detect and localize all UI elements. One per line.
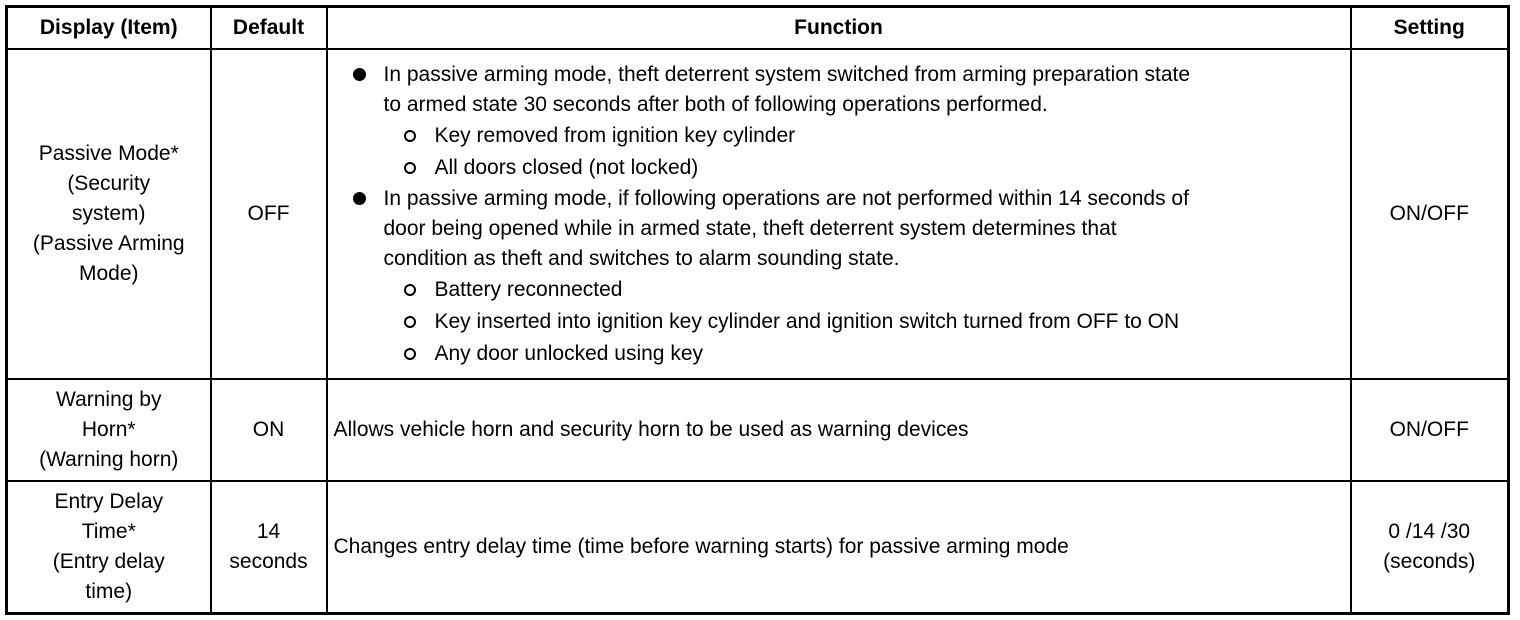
cell-function xyxy=(327,481,1351,613)
function-text: Allows vehicle horn and security horn to be used as warning devices xyxy=(333,418,969,441)
header-setting: Setting xyxy=(1351,7,1509,50)
setting-value: 0 /14 /30 xyxy=(1388,519,1471,543)
sub-item xyxy=(334,120,1344,152)
cell-display xyxy=(7,49,211,379)
bullet-dot-icon xyxy=(353,68,366,81)
header-function: Function xyxy=(327,7,1351,50)
bullet-line: condition as theft and switches to alarm sounding state. xyxy=(383,247,900,270)
cell-function xyxy=(327,379,1351,481)
function-text: Changes entry delay time (time before warning starts) for passive arming mode xyxy=(333,534,1069,558)
table-row-passive-mode xyxy=(7,49,1509,379)
display-line: Mode) xyxy=(78,262,139,285)
bullet-line: door being opened while in armed state, theft deterrent system determines that xyxy=(383,217,1117,240)
display-line: (Security xyxy=(67,172,151,195)
sub-item xyxy=(334,338,1344,370)
display-line: (Entry delay xyxy=(52,549,165,573)
bullet-item xyxy=(334,60,1344,120)
display-line: Warning by xyxy=(56,388,162,411)
hollow-circle-icon xyxy=(404,284,416,296)
header-row xyxy=(7,7,1509,50)
sub-item xyxy=(334,152,1344,184)
cell-setting xyxy=(1351,481,1509,613)
cell-default xyxy=(211,379,327,481)
display-line: (Passive Arming xyxy=(32,232,185,255)
cell-default xyxy=(211,481,327,613)
display-line: time) xyxy=(85,579,133,603)
hollow-circle-icon xyxy=(404,162,416,174)
cell-function xyxy=(327,49,1351,379)
table-row-warning-horn xyxy=(7,379,1509,481)
cell-default xyxy=(211,49,327,379)
bullet-line: to armed state 30 seconds after both of following operations performed. xyxy=(383,93,1048,116)
function-list xyxy=(334,54,1344,374)
setting-value: (seconds) xyxy=(1383,549,1476,573)
spec-table-container xyxy=(5,5,1507,615)
sub-item-text: Any door unlocked using key xyxy=(434,342,703,365)
display-line: (Warning horn) xyxy=(39,448,179,471)
default-value: 14 xyxy=(256,519,281,543)
table-row-entry-delay xyxy=(7,481,1509,613)
cell-setting xyxy=(1351,49,1509,379)
default-value: OFF xyxy=(247,202,290,225)
cell-display xyxy=(7,481,211,613)
bullet-line: In passive arming mode, if following operations are not performed within 14 seconds of xyxy=(383,187,1189,210)
setting-value: ON/OFF xyxy=(1389,418,1469,441)
display-line: Entry Delay xyxy=(54,489,164,513)
cell-setting xyxy=(1351,379,1509,481)
display-line: Time* xyxy=(81,519,136,543)
settings-table xyxy=(5,5,1510,615)
display-line: Passive Mode* xyxy=(38,142,179,165)
sub-item-text: All doors closed (not locked) xyxy=(434,156,699,179)
display-line: system) xyxy=(72,202,146,225)
bullet-dot-icon xyxy=(353,192,366,205)
bullet-item xyxy=(334,184,1344,274)
header-display: Display (Item) xyxy=(7,7,211,50)
hollow-circle-icon xyxy=(404,348,416,360)
default-value: seconds xyxy=(229,549,308,573)
bullet-line: In passive arming mode, theft deterrent system switched from arming preparation state xyxy=(383,63,1191,86)
sub-item xyxy=(334,306,1344,338)
cell-display xyxy=(7,379,211,481)
header-default: Default xyxy=(211,7,327,50)
sub-item-text: Battery reconnected xyxy=(434,278,623,301)
sub-item-text: Key inserted into ignition key cylinder and ignition switch turned from OFF to ON xyxy=(434,310,1180,333)
hollow-circle-icon xyxy=(404,316,416,328)
display-line: Horn* xyxy=(81,418,136,441)
sub-item xyxy=(334,274,1344,306)
default-value: ON xyxy=(252,418,285,441)
hollow-circle-icon xyxy=(404,130,416,142)
setting-value: ON/OFF xyxy=(1389,202,1469,225)
sub-item-text: Key removed from ignition key cylinder xyxy=(434,124,796,147)
